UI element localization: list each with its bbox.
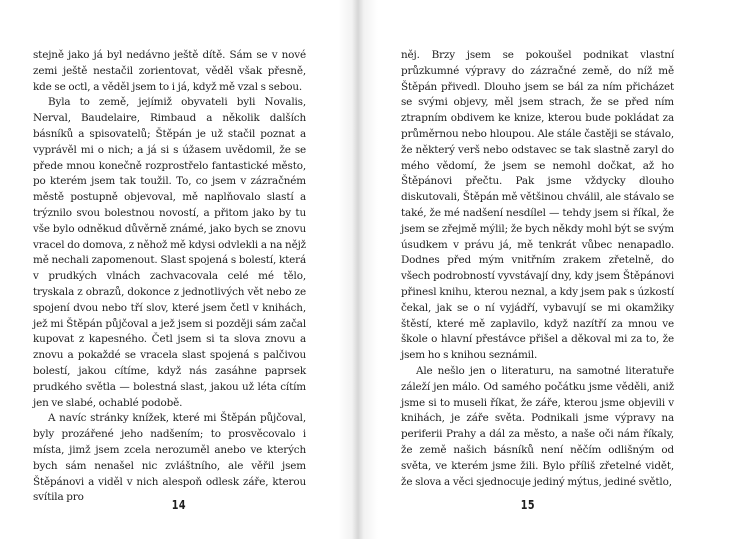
paragraph: A navíc stránky knížek, které mi Štěpán půjčoval, byly prozářené jeho nadšením; to prosvěcovalo i místa, jimž jsem zcela nerozuměl anebo ve kterých bych sám nenašel nic zvláštního, ale věřil jsem Štěpánovi a viděl v nich alespoň odlesk záře, kterou svítila pro [33, 412, 306, 504]
paragraph: něj. Brzy jsem se pokoušel podnikat vlastní průzkumné výpravy do zázračné země, do níž mě Štěpán přivedl. Dlouho jsem se bál za ním přicházet se svými objevy, měl jsem strach, že se před ním ztrapním obdivem ke knize, kterou bude pokládat za průměrnou nebo hloupou. Ale stále častěji se stávalo, že některý verš nebo odstavec se tak slastně zaryl do mého vědomí, že jsem se nemohl dočkat, až ho Štěpánovi přečtu. Pak jsme vždycky dlouho diskutovali, Štěpán mě většinou chválil, ale stávalo se také, že mé nadšení nesdílel — tehdy jsem si říkal, že jsem se zřejmě mýlil; že bych někdy mohl být se svým úsudkem v právu já, mě tenkrát vůbec nenapadlo. Dodnes před mým vnitřním zrakem zřetelně, do všech podrobností vyvstávají dny, kdy jsem Štěpánovi přinesl knihu, kterou neznal, a kdy jsem pak s úzkostí čekal, jak se o ní vyjádří, vybavují se mi okamžiky štěstí, které mě zaplavilo, když nazítří za mnou ve škole o hlavní přestávce přišel a děkoval mi za to, že jsem ho s knihou seznámil. [401, 49, 674, 362]
left-page [0, 0, 368, 539]
right-page-text [401, 48, 674, 490]
paragraph: stejně jako já byl nedávno ještě dítě. Sám se v nové zemi ještě nestačil zorientovat, věděl však přesně, kde se octl, a věděl jsem to i já, když mě vzal s sebou. [33, 49, 306, 93]
page-number: 15 [520, 498, 535, 512]
book-gutter-shadow [338, 0, 378, 539]
paragraph: Byla to země, jejímiž obyvateli byli Novalis, Nerval, Baudelaire, Rimbaud a několik dalších básníků a spisovatelů; Štěpán je už stačil poznat a vyprávěl mi o nich; a já si s úžasem uvědomil, že se přede mnou konečně rozprostřelo fantastické město, po kterém jsem tak toužil. To, co jsem v zázračném městě postupně objevoval, mě naplňovalo slastí a trýznilo svou bolestnou novostí, a přitom jako by tu vše bylo odněkud důvěrně známé, jako bych se znovu vracel do domova, z něhož mě kdysi odvlekli a na nějž mě nechali zapomenout. Slast spojená s bolestí, která v prudkých vlnách zachvacovala celé mé tělo, tryskala z obrazů, dokonce z jednotlivých vět nebo ze spojení dvou nebo tří slov, které jsem četl v knihách, jež mi Štěpán půjčoval a jež jsem si později sám začal kupovat z kapesného. Četl jsem si ta slova znovu a znovu a pokaždé se vracela slast spojená s palčivou bolestí, jakou cítíme, když nás zasáhne paprsek prudkého světla — bolestná slast, jakou už léta cítím jen ve slabé, ochablé podobě. [33, 96, 306, 409]
paragraph: Ale nešlo jen o literaturu, na samotné literatuře záleží jen málo. Od samého počátku jsme věděli, aniž jsme si to museli říkat, že záře, kterou jsme objevili v knihách, je záře světa. Podnikali jsme výpravy na periferii Prahy a dál za město, a naše oči nám říkaly, že země našich básníků není něčím odlišným od světa, ve kterém jsme žili. Bylo příliš zřetelné vidět, že slova a věci sjednocuje jediný mýtus, jediné světlo, [401, 364, 674, 488]
right-page [369, 0, 737, 539]
page-number: 14 [171, 498, 186, 512]
left-page-text [33, 48, 306, 506]
